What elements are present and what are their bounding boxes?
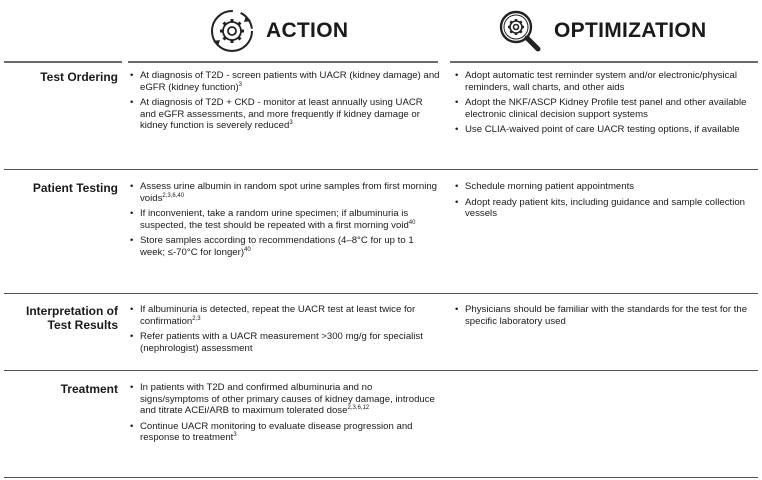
list-item: • Adopt automatic test reminder system and/or electronic/physical reminders, wall charts, and other aids	[455, 70, 755, 93]
header-divider-left	[4, 61, 122, 63]
action-column	[130, 382, 440, 448]
list-item: • Use CLIA-waived point of care UACR testing options, if available	[455, 124, 755, 136]
list-item: • Continue UACR monitoring to evaluate disease progression and response to treatment$^3$	[130, 421, 440, 444]
gear-refresh-icon	[210, 9, 254, 53]
magnifier-gear-icon	[498, 9, 542, 53]
header-divider-optimization	[450, 61, 758, 63]
row-label: Patient Testing	[32, 181, 118, 195]
list-item: • If albuminuria is detected, repeat the UACR test at least twice for confirmation$^{2,3}$	[130, 304, 440, 327]
action-column	[130, 70, 440, 136]
list-item: • Adopt ready patient kits, including guidance and sample collection vessels	[455, 197, 755, 220]
list-item: • At diagnosis of T2D + CKD - monitor at least annually using UACR and eGFR assessments, and more frequently if kidney damage or kidney function is severely reduced$^3$	[130, 97, 440, 132]
list-item: • Refer patients with a UACR measurement >300 mg/g for specialist (nephrologist) assessment	[130, 331, 440, 354]
section-divider	[4, 293, 758, 294]
section-divider	[4, 370, 758, 371]
optimization-title: OPTIMIZATION	[554, 19, 707, 42]
row-label: Test Ordering	[40, 70, 118, 84]
row-label: Treatment	[60, 382, 118, 396]
list-item: • In patients with T2D and confirmed albuminuria and no signs/symptoms of other primary causes of kidney damage, introduce and titrate ACEi/ARB to maximum tolerated dose$^{2,3,6,12}$	[130, 382, 440, 417]
list-item: • Adopt the NKF/ASCP Kidney Profile test panel and other available electronic clinical decision support systems	[455, 97, 755, 120]
action-column	[130, 304, 440, 358]
list-item: • At diagnosis of T2D - screen patients with UACR (kidney damage) and eGFR (kidney function)$^3$	[130, 70, 440, 93]
optimization-column	[455, 304, 755, 331]
list-item: • If inconvenient, take a random urine specimen; if albuminuria is suspected, the test should be repeated with a first morning void$^{40}$	[130, 208, 440, 231]
optimization-header	[498, 8, 707, 54]
section-divider	[4, 169, 758, 170]
optimization-column	[455, 70, 755, 140]
row-label: Interpretation of Test Results	[26, 304, 118, 332]
list-item: • Schedule morning patient appointments	[455, 181, 755, 193]
action-title: ACTION	[266, 19, 349, 42]
list-item: • Physicians should be familiar with the standards for the test for the specific laboratory used	[455, 304, 755, 327]
bottom-divider	[4, 477, 758, 478]
action-column	[130, 181, 440, 263]
list-item: • Assess urine albumin in random spot urine samples from first morning voids$^{2,3,6,40}$	[130, 181, 440, 204]
optimization-column	[455, 181, 755, 224]
action-header	[210, 8, 348, 54]
list-item: • Store samples according to recommendations (4–8°C for up to 1 week; ≤-70°C for longer)$^{40}$	[130, 235, 440, 258]
header-divider-action	[128, 61, 438, 63]
